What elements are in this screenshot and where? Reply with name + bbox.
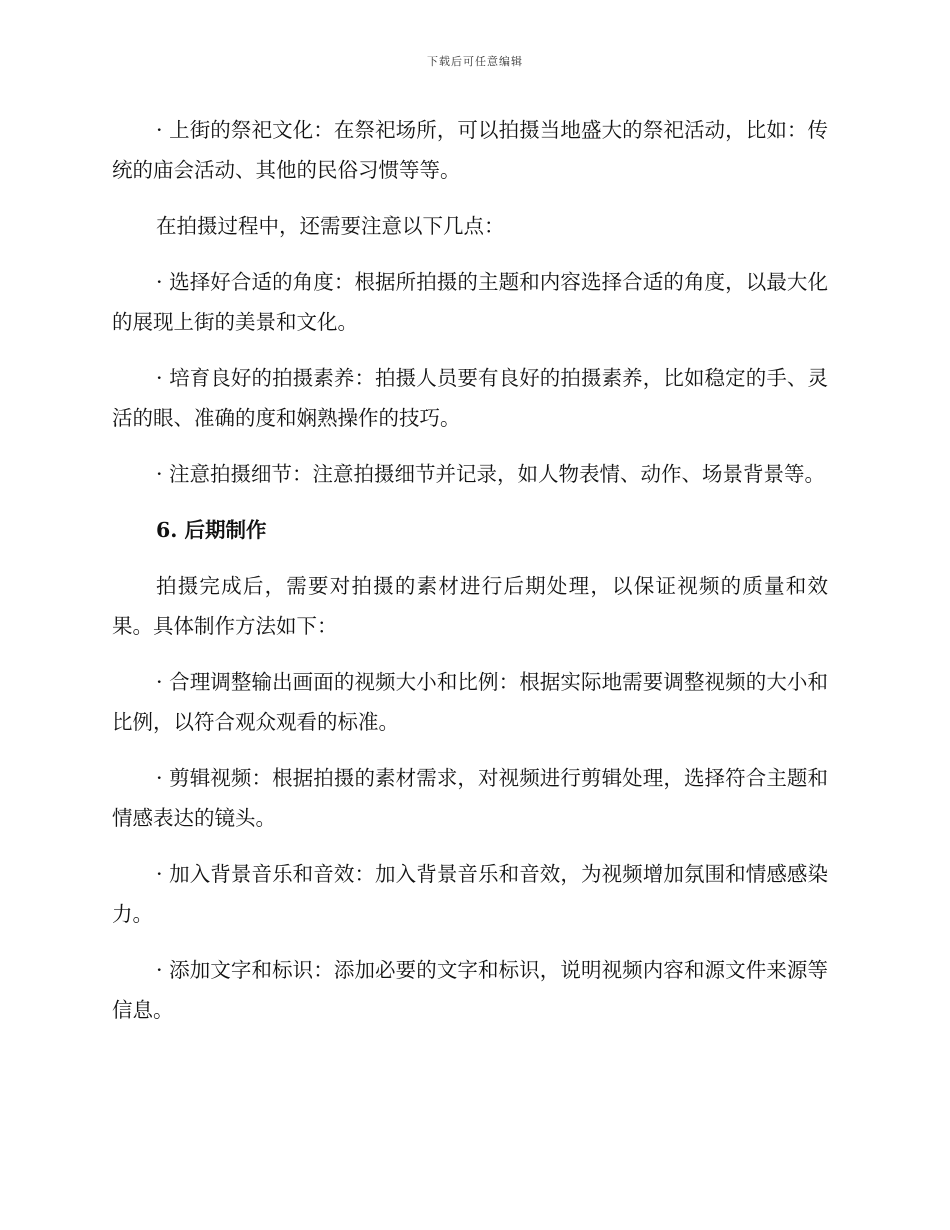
- paragraph-post-production-intro: 拍摄完成后，需要对拍摄的素材进行后期处理，以保证视频的质量和效果。具体制作方法如下：: [112, 574, 828, 638]
- paragraph-sacrifice-culture: · 上街的祭祀文化：在祭祀场所，可以拍摄当地盛大的祭祀活动，比如：传统的庙会活动、其他的民俗习惯等等。: [112, 118, 828, 182]
- paragraph-edit-video: · 剪辑视频：根据拍摄的素材需求，对视频进行剪辑处理，选择符合主题和情感表达的镜头。: [112, 766, 828, 830]
- paragraph-add-music: · 加入背景音乐和音效：加入背景音乐和音效，为视频增加氛围和情感感染力。: [112, 862, 828, 926]
- section-heading-post-production: 6. 后期制作: [156, 518, 267, 542]
- paragraph-adjust-output-size: · 合理调整输出画面的视频大小和比例：根据实际地需要调整视频的大小和比例，以符合观众观看的标准。: [112, 670, 828, 734]
- page-header: 下载后可任意编辑: [427, 55, 523, 68]
- paragraph-shooting-details: · 注意拍摄细节：注意拍摄细节并记录，如人物表情、动作、场景背景等。: [156, 462, 826, 486]
- paragraph-add-text-logo: · 添加文字和标识：添加必要的文字和标识，说明视频内容和源文件来源等信息。: [112, 958, 828, 1022]
- paragraph-choose-angle: · 选择好合适的角度：根据所拍摄的主题和内容选择合适的角度，以最大化的展现上街的美景和文化。: [112, 270, 828, 334]
- document-body: [112, 110, 828, 1046]
- paragraph-shooting-notes-intro: 在拍摄过程中，还需要注意以下几点：: [156, 214, 505, 238]
- paragraph-shooting-skills: · 培育良好的拍摄素养：拍摄人员要有良好的拍摄素养，比如稳定的手、灵活的眼、准确的度和娴熟操作的技巧。: [112, 366, 828, 430]
